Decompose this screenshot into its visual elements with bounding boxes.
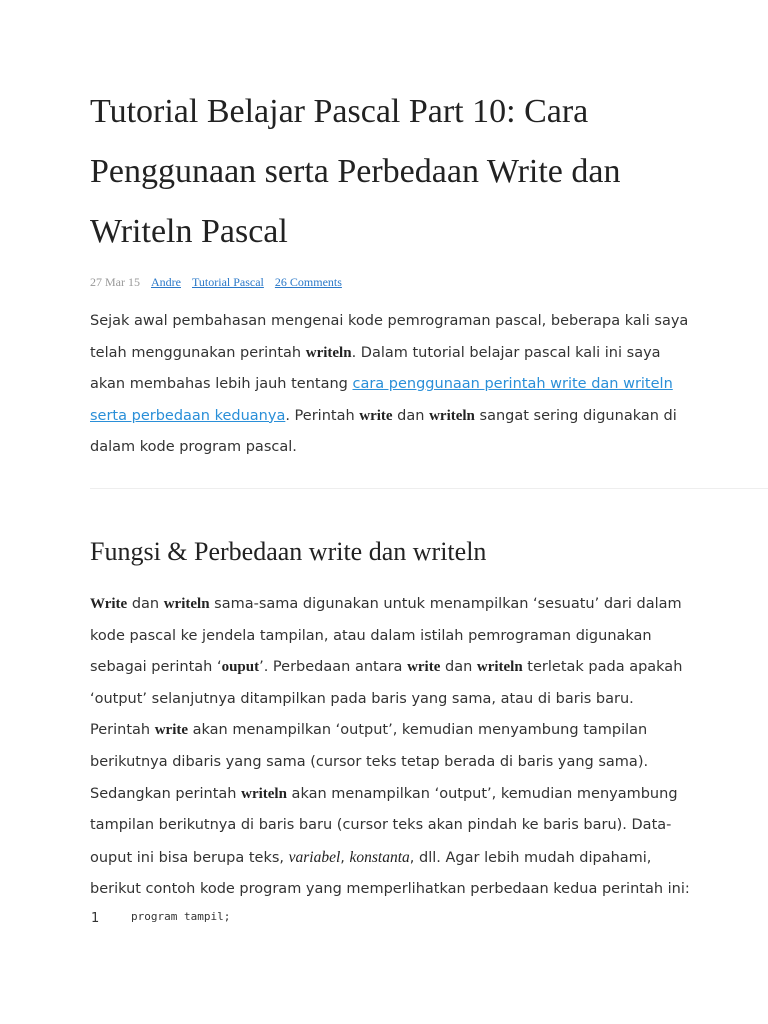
intro-text: dan bbox=[392, 407, 430, 424]
code-line-number: 1 bbox=[91, 911, 100, 926]
intro-text: . Dalam tutorial belajar pascal kali ini saya akan membahas lebih jauh tentang bbox=[90, 344, 661, 393]
body-text: dan bbox=[127, 596, 164, 612]
body-text: akan menampilkan ‘output’, kemudian menyambung tampilan berikutnya di baris baru (cursor teks akan pindah ke baris baru). Data-ouput ini bisa berupa teks, bbox=[90, 785, 678, 866]
article-title: Tutorial Belajar Pascal Part 10: Cara Penggunaan serta Perbedaan Write dan Writeln Pascal bbox=[90, 93, 621, 250]
body-text: , bbox=[340, 849, 350, 866]
keyword-writeln: writeln bbox=[241, 785, 287, 802]
body-text: akan menampilkan ‘output’, kemudian menyambung tampilan berikutnya dibaris yang sama (cursor teks tetap berada di baris yang sama). Sedangkan perintah bbox=[90, 722, 649, 802]
body-text: ’. Perbedaan antara bbox=[259, 659, 408, 676]
author-link[interactable]: Andre bbox=[151, 275, 181, 289]
keyword-write: write bbox=[154, 722, 189, 739]
body-text: terletak pada apakah ‘output’ selanjutnya ditampilkan pada baris yang sama, atau di baris baru. Perintah bbox=[90, 659, 683, 739]
code-line: program tampil; bbox=[131, 910, 231, 923]
post-meta bbox=[90, 274, 342, 290]
keyword-writeln: writeln bbox=[305, 344, 352, 361]
body-text: , dll. Agar lebih mudah dipahami, berikut contoh kode program yang memperlihatkan perbedaan kedua perintah ini: bbox=[90, 849, 690, 898]
intro-text: . Perintah bbox=[285, 407, 360, 424]
intro-text: Sejak awal pembahasan mengenai kode pemrograman pascal, beberapa kali saya telah menggunakan perintah bbox=[90, 313, 689, 361]
comments-link[interactable]: 26 Comments bbox=[274, 275, 342, 289]
write-writeln-link[interactable]: cara penggunaan perintah write dan writeln serta perbedaan keduanya bbox=[90, 376, 673, 424]
intro-paragraph bbox=[90, 306, 690, 464]
italic-variabel: variabel bbox=[288, 848, 341, 866]
section-heading: Fungsi & Perbedaan write dan writeln bbox=[90, 537, 487, 566]
body-paragraph bbox=[90, 589, 690, 906]
keyword-writeln: writeln bbox=[476, 659, 523, 676]
keyword-writeln: writeln bbox=[163, 596, 210, 612]
code-block bbox=[90, 906, 690, 934]
keyword-write: write bbox=[407, 659, 441, 676]
intro-text: sangat sering digunakan di dalam kode program pascal. bbox=[90, 407, 677, 456]
keyword-write: write bbox=[359, 407, 393, 424]
keyword-write: Write bbox=[90, 596, 128, 612]
keyword-ouput: ouput bbox=[221, 659, 260, 676]
body-text: dan bbox=[440, 659, 477, 676]
post-date: 27 Mar 15 bbox=[90, 275, 140, 289]
section-divider bbox=[90, 488, 768, 489]
body-text: sama-sama digunakan untuk menampilkan ‘sesuatu’ dari dalam kode pascal ke jendela tampilan, atau dalam istilah pemrograman digunakan sebagai perintah ‘ bbox=[90, 596, 682, 676]
keyword-writeln: writeln bbox=[429, 407, 475, 424]
category-link[interactable]: Tutorial Pascal bbox=[192, 275, 264, 289]
italic-konstanta: konstanta bbox=[349, 848, 410, 866]
